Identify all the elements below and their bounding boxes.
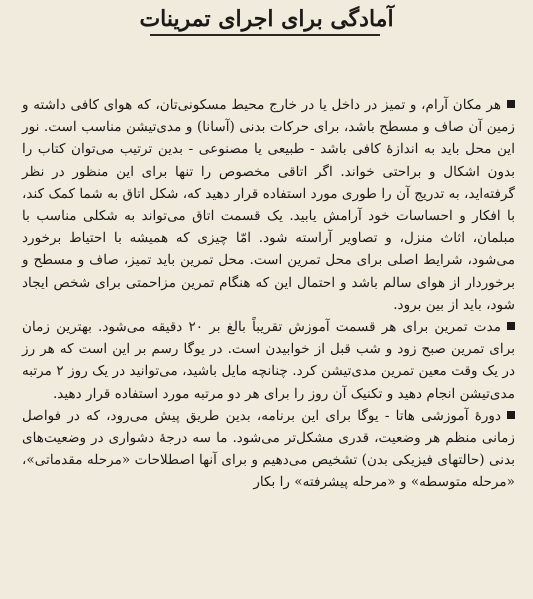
square-bullet-icon [507,411,515,419]
paragraph-3 [22,405,515,494]
paragraph-text: مدت تمرین برای هر قسمت آموزش تقریباً بالغ بر ۲۰ دقیقه می‌شود. بهترین زمان برای تمرین صبح زود و شب قبل از خوابیدن است. در یوگا رسم بر این است که هر رز در یک وقت معین تمرین مدی‌تیشن کرد. چنانچه مایل باشید، می‌توانید در یک روز ۲ مرتبه مدی‌تیشن انجام دهید و تکنیک آن روز را برای هر دو مرتبه مورد استفاده قرار دهید. [22,319,515,402]
paragraph-text: دورهٔ آموزشی هاتا - یوگا برای این برنامه، بدین طریق پیش می‌رود، که در فواصل زمانی منظم هر وضعیت، قدری مشکل‌تر می‌شود. ما سه درجهٔ دشواری در وضعیت‌های بدنی (حالتهای فیزیکی بدن) تشخیص می‌دهیم و برای آنها اصطلاحات «مرحله مقدماتی»، «مرحله متوسطه» و «مرحله پیشرفته» را بکار [22,407,515,491]
paragraph-text: هر مکان آرام، و تمیز در داخل یا در خارج محیط مسکونی‌تان، که هوای کافی داشته و زمین آن صاف و مسطح باشد، برای حرکات بدنی (آسانا) و مدی‌تیشن مناسب است. نور این محل باید به اندازهٔ کافی باشد - طبیعی یا مصنوعی - بدین ترتیب می‌توان کتاب را بدون اشکال و براحتی خواند. اگر اتاقی مخصوص را تنها برای این منظور در نظر گرفته‌اید، به تدریج آن را طوری مورد استفاده قرار دهید که، شکل اتاق به شما کمک کند، با افکار و احساسات خود آرامش یابید. یک قسمت اتاق می‌تواند به شکلی مناسب با مبلمان، اثاث منزل، و تصاویر آراسته شود. امّا چیزی که همیشه با احتیاط برخورد می‌شود، شرایط اصلی برای محل تمرین است. محل تمرین باید تمیز، صاف و مسطح و برخوردار از هوای سالم باشد و احتمال این که هنگام تمرین مزاحمتی برای شخص ایجاد شود، باید از بین برود. [22,97,515,313]
paragraph-1 [22,94,515,316]
square-bullet-icon [507,322,515,330]
square-bullet-icon [507,100,515,108]
paragraph-2 [22,316,515,405]
title-underline [150,34,380,36]
body-text [22,94,515,494]
page-title: آمادگی برای اجرای تمرینات [139,6,394,32]
